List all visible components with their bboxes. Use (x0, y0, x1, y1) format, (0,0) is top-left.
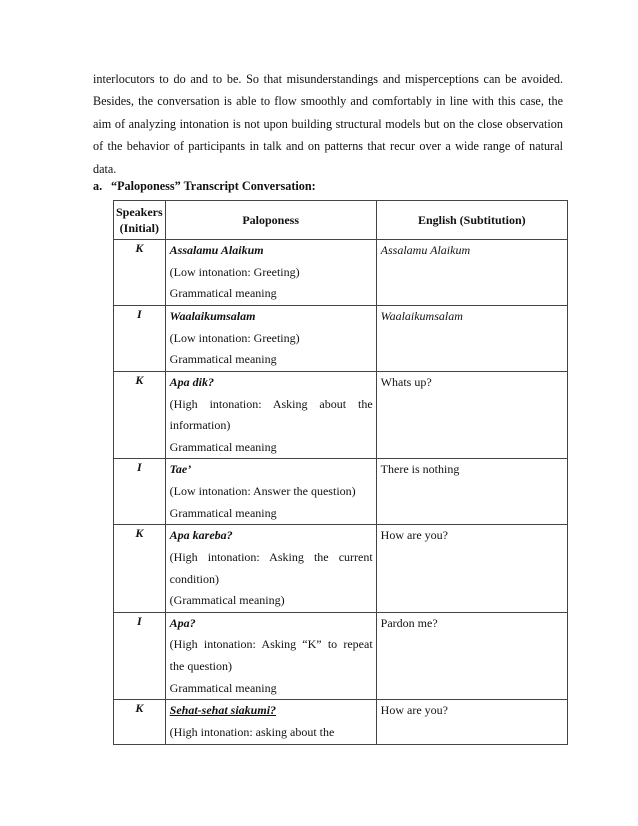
english-cell: How are you? (376, 700, 567, 745)
table-row (114, 240, 568, 306)
table-row (114, 372, 568, 459)
grammatical-note: Grammatical meaning (169, 439, 277, 454)
intonation-note: (High intonation: Asking about the information) (169, 396, 373, 433)
english-cell: Waalaikumsalam (376, 306, 567, 372)
english-cell: Assalamu Alaikum (376, 240, 567, 306)
section-marker: a. (93, 179, 103, 193)
english-cell: There is nothing (376, 459, 567, 525)
section-title: “Paloponess” Transcript Conversation: (111, 179, 316, 193)
speaker-cell: K (114, 525, 166, 612)
speaker-cell: K (114, 240, 166, 306)
grammatical-note: Grammatical meaning (169, 352, 277, 367)
speaker-cell: K (114, 700, 166, 745)
english-cell: Pardon me? (376, 612, 567, 699)
paloponess-cell (165, 612, 376, 699)
speaker-cell: I (114, 459, 166, 525)
header-speakers: Speakers (Initial) (114, 201, 166, 240)
table-header-row (114, 201, 568, 240)
intro-paragraph: interlocutors to do and to be. So that misunderstandings and misperceptions can be avoided. Besides, the conversation is able to flow smoothly and comfortably in line with this case, the aim of analyzing intonation is not upon building structural models but on the close observation of the behavior of participants in talk and on patterns that recur over a wide range of natural data. (93, 72, 563, 176)
table-row (114, 459, 568, 525)
utterance: Apa kareba? (169, 528, 233, 543)
paloponess-cell (165, 240, 376, 306)
paloponess-cell (165, 525, 376, 612)
intonation-note: (Low intonation: Greeting) (169, 264, 300, 279)
intonation-note: (Low intonation: Greeting) (169, 330, 300, 345)
paloponess-cell (165, 459, 376, 525)
english-cell: How are you? (376, 525, 567, 612)
speaker-cell: I (114, 612, 166, 699)
intonation-note: (High intonation: Asking “K” to repeat the question) (169, 637, 373, 673)
utterance: Assalamu Alaikum (169, 243, 264, 257)
paloponess-cell (165, 700, 376, 745)
header-english: English (Subtitution) (376, 201, 567, 240)
grammatical-note: Grammatical meaning (169, 680, 277, 695)
speaker-cell: K (114, 372, 166, 459)
intonation-note: (High intonation: asking about the (169, 724, 335, 739)
utterance: Waalaikumsalam (169, 309, 256, 323)
intonation-note: (Low intonation: Answer the question) (169, 483, 356, 498)
utterance: Tae’ (169, 462, 192, 477)
grammatical-note: Grammatical meaning (169, 505, 277, 520)
transcript-table (113, 200, 568, 745)
utterance: Apa dik? (169, 375, 215, 389)
table-row (114, 306, 568, 372)
utterance: Sehat-sehat siakumi? (169, 703, 277, 718)
english-cell: Whats up? (376, 372, 567, 459)
grammatical-note: (Grammatical meaning) (169, 593, 285, 608)
table-row (114, 525, 568, 612)
paloponess-cell (165, 306, 376, 372)
header-paloponess: Paloponess (165, 201, 376, 240)
intonation-note: (High intonation: Asking the current condition) (169, 549, 373, 586)
table-row (114, 700, 568, 745)
paloponess-cell (165, 372, 376, 459)
grammatical-note: Grammatical meaning (169, 286, 277, 301)
section-heading (93, 179, 316, 194)
utterance: Apa? (169, 615, 196, 630)
table-row (114, 612, 568, 699)
speaker-cell: I (114, 306, 166, 372)
